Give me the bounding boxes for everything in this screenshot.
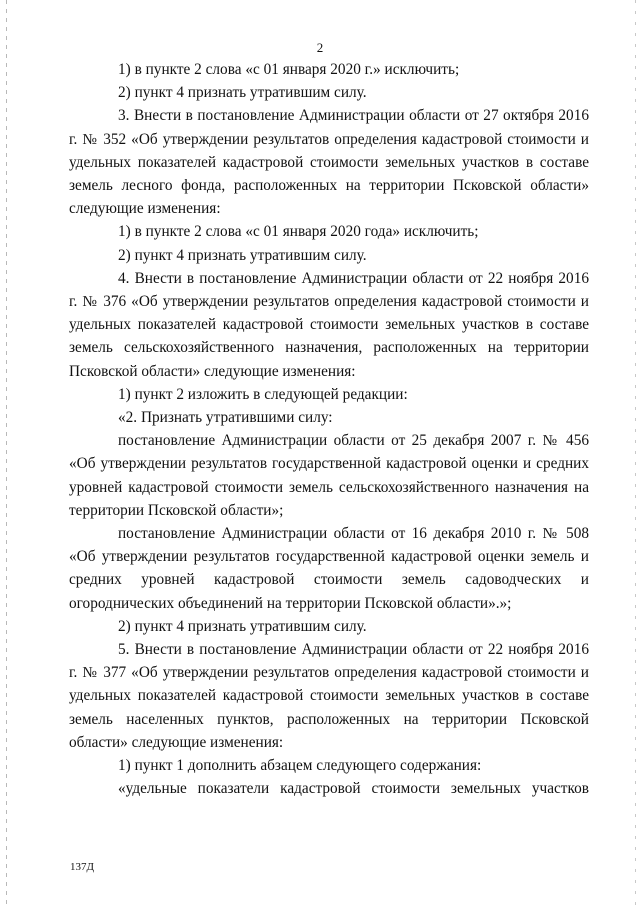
scan-left-edge bbox=[6, 0, 7, 905]
document-code: 137Д bbox=[70, 861, 95, 873]
paragraph: 1) в пункте 2 слова «с 01 января 2020 г.» исключить; bbox=[118, 61, 460, 78]
paragraph: 2) пункт 4 признать утратившим силу. bbox=[118, 246, 367, 264]
paragraph: 2) пункт 4 признать утратившим силу. bbox=[118, 617, 367, 635]
paragraph: 4. Внести в постановление Администрации области от 22 ноября 2016 г. № 376 «Об утверждении результатов определения кадастровой стоимости и удельных показателей кадастровой стоимости земельных участков в составе земель сельскохозяйственного назначения, расположенных на территории Псковской области» следующие изменения: bbox=[69, 269, 589, 380]
document-body bbox=[69, 58, 589, 801]
paragraph: 1) в пункте 2 слова «с 01 января 2020 года» исключить; bbox=[118, 223, 479, 241]
paragraph: «2. Признать утратившими силу: bbox=[118, 409, 333, 427]
paragraph: 3. Внести в постановление Администрации области от 27 октября 2016 г. № 352 «Об утверждении результатов определения кадастровой стоимости и удельных показателей кадастровой стоимости земельных участков в составе земель лесного фонда, расположенных на территории Псковской области» следующие изменения: bbox=[69, 107, 589, 218]
paragraph: 1) пункт 1 дополнить абзацем следующего содержания: bbox=[118, 757, 482, 775]
paragraph: 2) пункт 4 признать утратившим силу. bbox=[118, 84, 367, 102]
scan-right-edge bbox=[635, 0, 636, 905]
paragraph: 1) пункт 2 изложить в следующей редакции: bbox=[118, 385, 408, 403]
paragraph: постановление Администрации области от 16 декабря 2010 г. № 508 «Об утверждении результатов государственной кадастровой оценки земель и средних уровней кадастровой стоимости земель садоводческих и огороднических объединений на территории Псковской области».»; bbox=[69, 525, 589, 612]
page-number: 2 bbox=[316, 40, 324, 55]
paragraph: 5. Внести в постановление Администрации области от 22 ноября 2016 г. № 377 «Об утверждении результатов определения кадастровой стоимости и удельных показателей кадастровой стоимости земельных участков в составе земель населенных пунктов, расположенных на территории Псковской области» следующие изменения: bbox=[69, 641, 589, 751]
paragraph: постановление Администрации области от 25 декабря 2007 г. № 456 «Об утверждении результатов государственной кадастровой оценки и средних уровней кадастровой стоимости земель сельскохозяйственного назначения на территории Псковской области»; bbox=[69, 432, 589, 519]
paragraph: «удельные показатели кадастровой стоимости земельных участков bbox=[118, 780, 589, 798]
